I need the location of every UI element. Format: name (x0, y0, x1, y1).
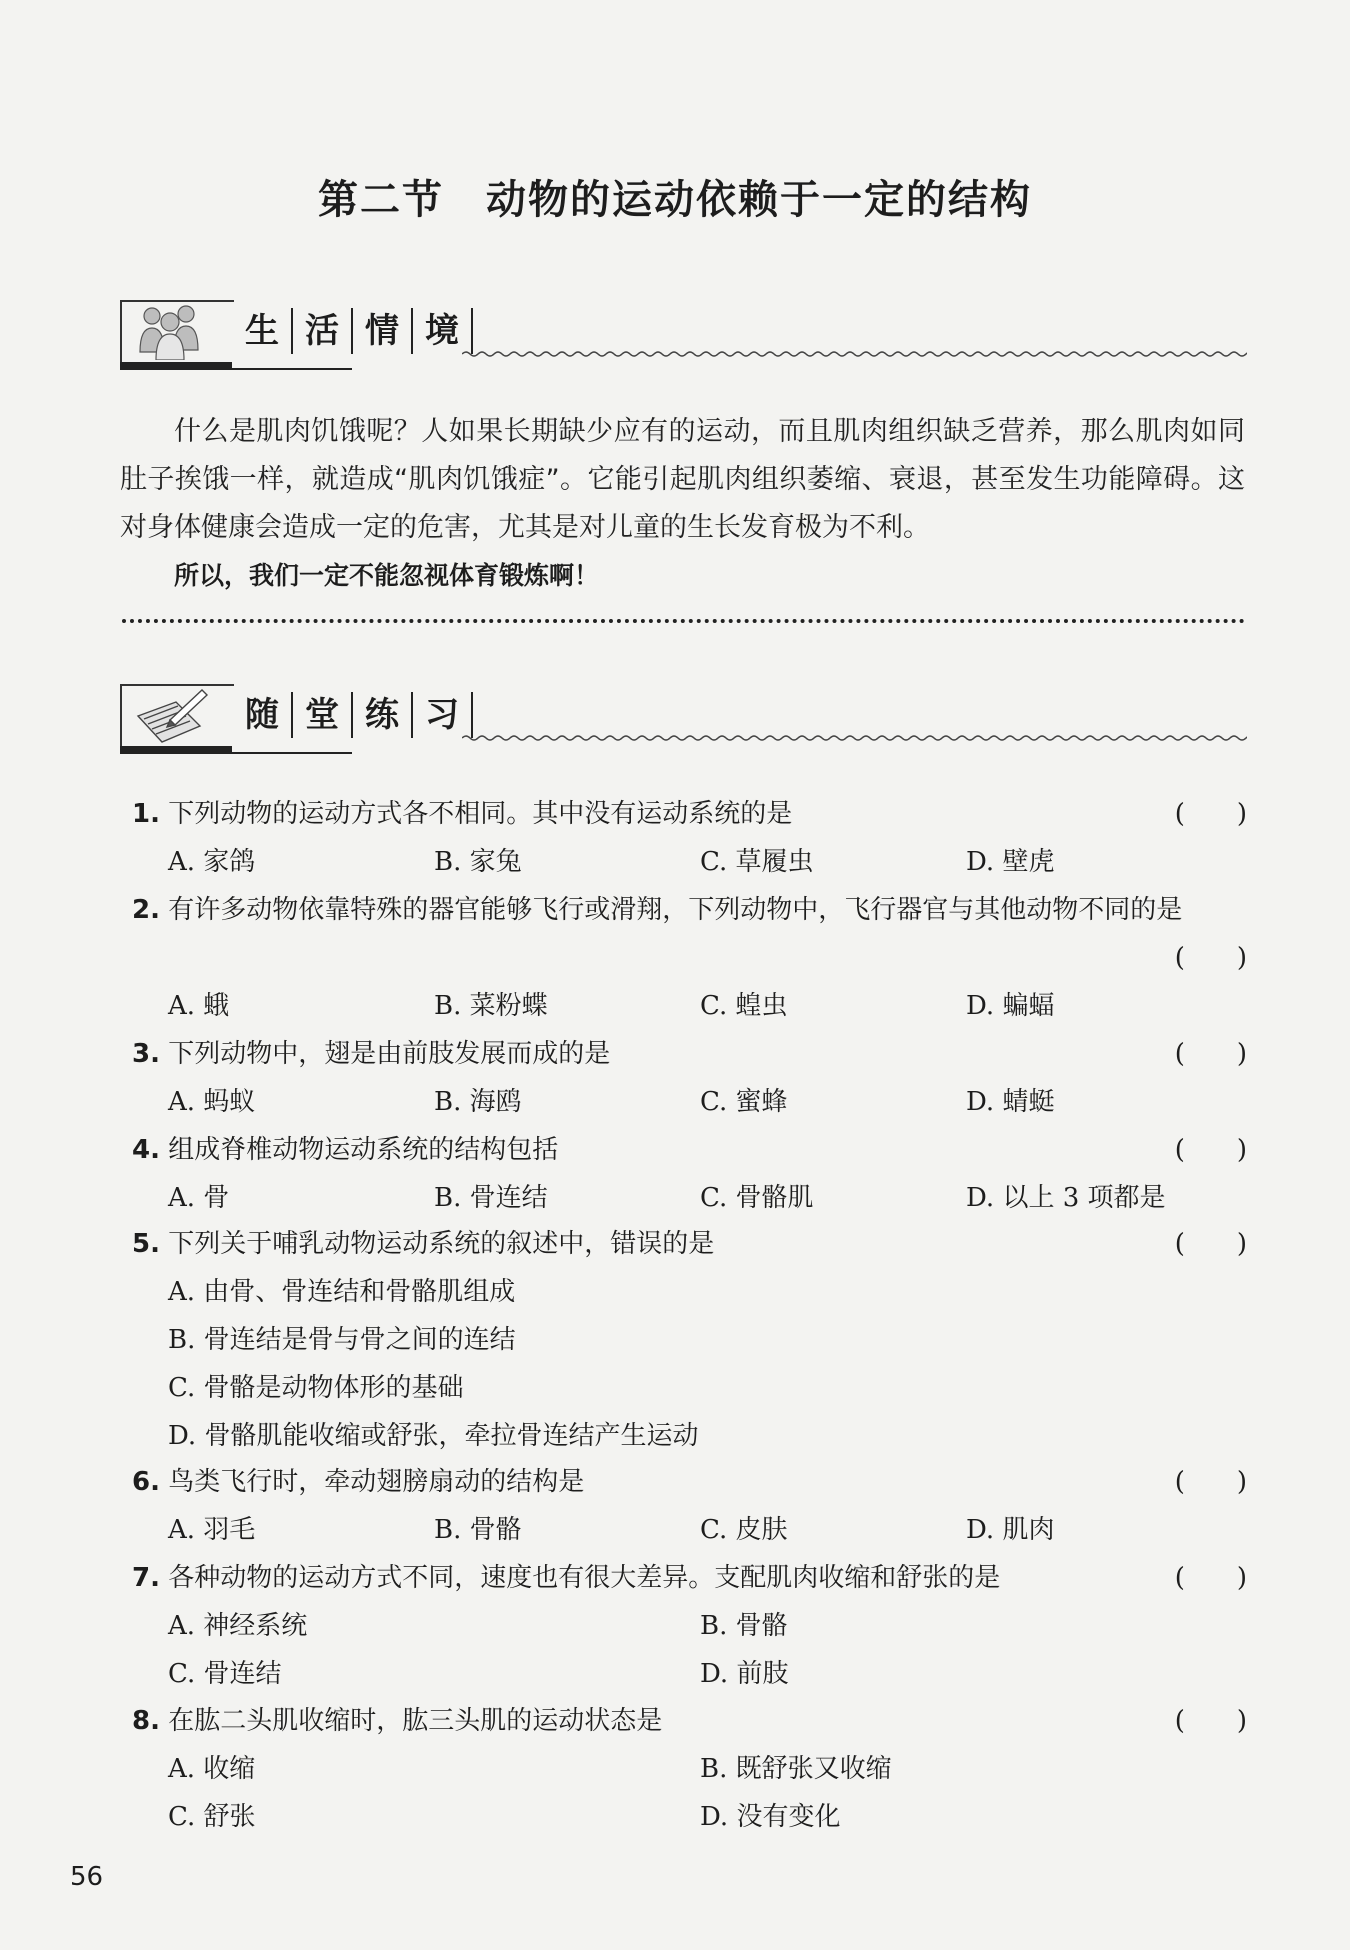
option-b[interactable]: B. 菜粉蝶 (434, 991, 548, 1021)
wavy-line (462, 732, 1247, 744)
wavy-line (462, 348, 1247, 360)
question-3: 3. 下列动物中，翅是由前肢发展而成的是 ( ) A. 蚂蚁 B. 海鸥 C. 蜜蜂 D. 蜻蜓 (132, 1030, 1247, 1126)
option-c[interactable]: C. 草履虫 (700, 847, 814, 877)
question-2: 2. 有许多动物依靠特殊的器官能够飞行或滑翔，下列动物中，飞行器官与其他动物不同的是 ( ) A. 蛾 B. 菜粉蝶 C. 蝗虫 D. 蝙蝠 (132, 886, 1247, 1030)
question-text: 鸟类飞行时，牵动翅膀扇动的结构是 (168, 1467, 585, 1497)
option-b[interactable]: B. 骨骼 (434, 1515, 522, 1545)
dotted-divider (122, 619, 1245, 623)
option-d[interactable]: D. 骨骼肌能收缩或舒张，牵拉骨连结产生运动 (168, 1421, 699, 1451)
page-title: 第二节 动物的运动依赖于一定的结构 (318, 177, 1032, 223)
option-b[interactable]: B. 骨连结 (434, 1183, 548, 1213)
option-b[interactable]: B. 骨连结是骨与骨之间的连结 (168, 1325, 516, 1355)
option-c[interactable]: C. 骨骼是动物体形的基础 (168, 1373, 464, 1403)
answer-blank[interactable]: ( ) (1174, 1135, 1247, 1165)
option-b[interactable]: B. 家兔 (434, 847, 522, 877)
answer-blank[interactable]: ( ) (1174, 1039, 1247, 1069)
option-c[interactable]: C. 蜜蜂 (700, 1087, 788, 1117)
option-b[interactable]: B. 海鸥 (434, 1087, 522, 1117)
option-d[interactable]: D. 以上 3 项都是 (966, 1183, 1166, 1213)
option-d[interactable]: D. 肌肉 (966, 1515, 1055, 1545)
question-8: 8. 在肱二头肌收缩时，肱三头肌的运动状态是 ( ) A. 收缩 B. 既舒张又收缩 C. 舒张 D. 没有变化 (132, 1697, 1247, 1841)
question-text: 在肱二头肌收缩时，肱三头肌的运动状态是 (168, 1706, 663, 1736)
option-a[interactable]: A. 骨 (168, 1183, 230, 1213)
option-d[interactable]: D. 蝙蝠 (966, 991, 1055, 1021)
question-text: 有许多动物依靠特殊的器官能够飞行或滑翔，下列动物中，飞行器官与其他动物不同的是 (168, 895, 1183, 925)
question-6: 6. 鸟类飞行时，牵动翅膀扇动的结构是 ( ) A. 羽毛 B. 骨骼 C. 皮肤 D. 肌肉 (132, 1458, 1247, 1554)
page-number: 56 (70, 1862, 104, 1892)
option-a[interactable]: A. 蚂蚁 (168, 1087, 256, 1117)
answer-blank[interactable]: ( ) (1174, 1706, 1247, 1736)
section-header-practice (120, 684, 1245, 754)
question-5: 5. 下列关于哺乳动物运动系统的叙述中，错误的是 ( ) A. 由骨、骨连结和骨骼肌组成 B. 骨连结是骨与骨之间的连结 C. 骨骼是动物体形的基础 D. 骨骼肌能收缩或舒张，牵拉骨连结产生运动 (132, 1220, 1247, 1460)
option-c[interactable]: C. 骨连结 (168, 1659, 282, 1689)
option-a[interactable]: A. 羽毛 (168, 1515, 256, 1545)
option-a[interactable]: A. 家鸽 (168, 847, 256, 877)
question-text: 下列动物的运动方式各不相同。其中没有运动系统的是 (168, 799, 793, 829)
section-header-life-context (120, 300, 1245, 370)
question-4: 4. 组成脊椎动物运动系统的结构包括 ( ) A. 骨 B. 骨连结 C. 骨骼肌 D. 以上 3 项都是 (132, 1126, 1247, 1222)
section-title-practice: 随 堂 练 习 (245, 692, 473, 738)
option-d[interactable]: D. 壁虎 (966, 847, 1055, 877)
answer-blank[interactable]: ( ) (1174, 799, 1247, 829)
answer-blank[interactable]: ( ) (1174, 1467, 1247, 1497)
question-text: 下列动物中，翅是由前肢发展而成的是 (168, 1039, 611, 1069)
question-7: 7. 各种动物的运动方式不同，速度也有很大差异。支配肌肉收缩和舒张的是 ( ) A. 神经系统 B. 骨骼 C. 骨连结 D. 前肢 (132, 1554, 1247, 1698)
option-c[interactable]: C. 皮肤 (700, 1515, 788, 1545)
question-text: 组成脊椎动物运动系统的结构包括 (168, 1135, 559, 1165)
answer-blank[interactable]: ( ) (1174, 943, 1247, 973)
option-a[interactable]: A. 由骨、骨连结和骨骼肌组成 (168, 1277, 516, 1307)
answer-blank[interactable]: ( ) (1174, 1229, 1247, 1259)
option-b[interactable]: B. 骨骼 (700, 1611, 788, 1641)
section-title-life-context: 生 活 情 境 (245, 308, 473, 354)
people-icon (130, 302, 210, 360)
notebook-pen-icon (130, 686, 210, 744)
question-1: 1. 下列动物的运动方式各不相同。其中没有运动系统的是 ( ) A. 家鸽 B. 家兔 C. 草履虫 D. 壁虎 (132, 790, 1247, 886)
option-b[interactable]: B. 既舒张又收缩 (700, 1754, 892, 1784)
option-a[interactable]: A. 蛾 (168, 991, 230, 1021)
question-text: 各种动物的运动方式不同，速度也有很大差异。支配肌肉收缩和舒张的是 (168, 1563, 1001, 1593)
answer-blank[interactable]: ( ) (1174, 1563, 1247, 1593)
question-text: 下列关于哺乳动物运动系统的叙述中，错误的是 (168, 1229, 715, 1259)
option-c[interactable]: C. 舒张 (168, 1802, 256, 1832)
story-paragraph: 什么是肌肉饥饿呢？人如果长期缺少应有的运动，而且肌肉组织缺乏营养，那么肌肉如同肚子挨饿一样，就造成“肌肉饥饿症”。它能引起肌肉组织萎缩、衰退，甚至发生功能障碍。这对身体健康会造成一定的危害，尤其是对儿童的生长发育极为不利。 (120, 416, 1245, 543)
option-d[interactable]: D. 没有变化 (700, 1802, 841, 1832)
option-c[interactable]: C. 蝗虫 (700, 991, 788, 1021)
option-d[interactable]: D. 前肢 (700, 1659, 789, 1689)
option-c[interactable]: C. 骨骼肌 (700, 1183, 814, 1213)
option-a[interactable]: A. 神经系统 (168, 1611, 308, 1641)
story-conclusion: 所以，我们一定不能忽视体育锻炼啊！ (174, 561, 600, 590)
option-d[interactable]: D. 蜻蜓 (966, 1087, 1055, 1117)
option-a[interactable]: A. 收缩 (168, 1754, 256, 1784)
